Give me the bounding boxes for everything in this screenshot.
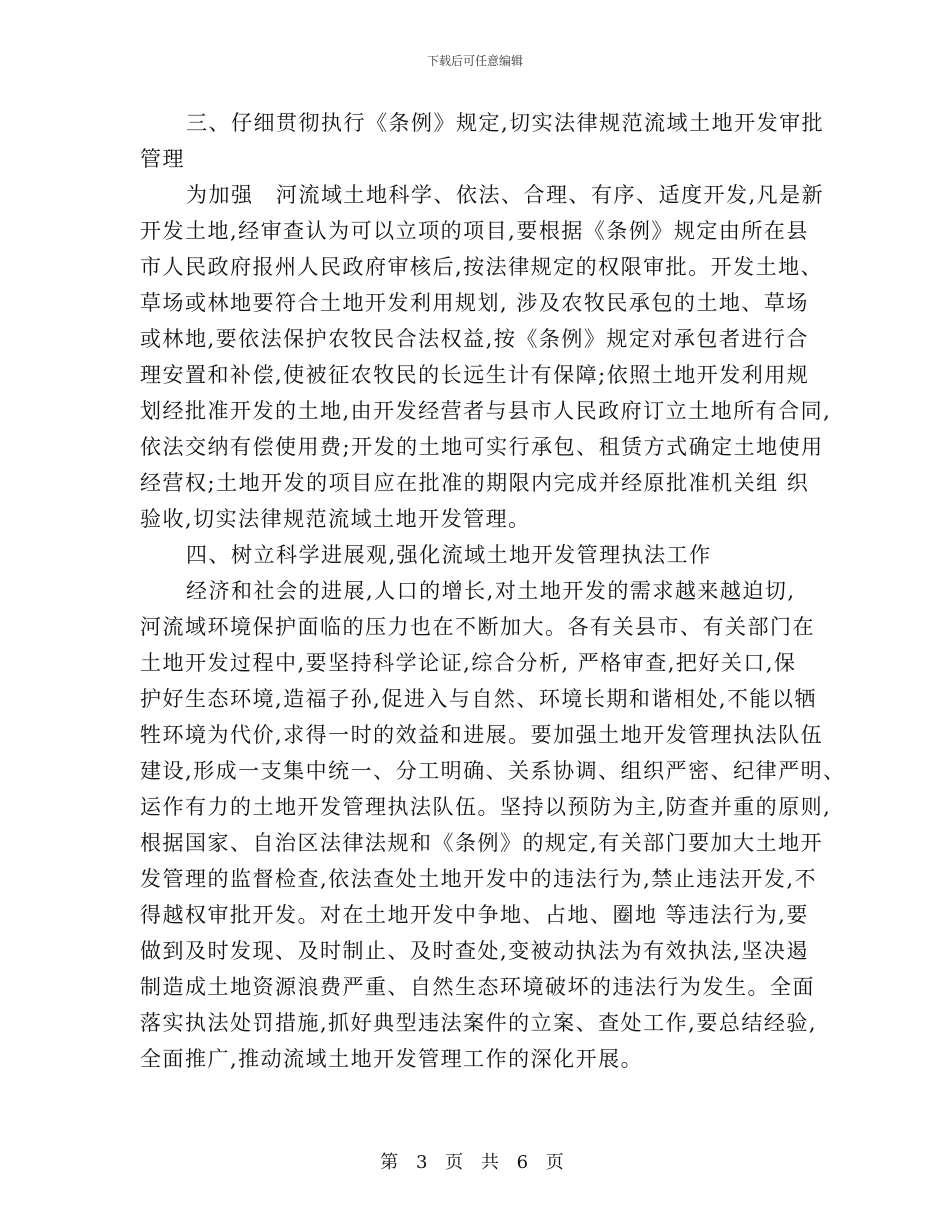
paragraph-line: 验收,切实法律规范流域土地开发管理。 — [140, 507, 531, 531]
paragraph-line: 市人民政府报州人民政府审核后,按法律规定的权限审批。开发土地、 — [140, 255, 824, 279]
paragraph-line: 依法交纳有偿使用费;开发的土地可实行承包、租赁方式确定土地使用 — [140, 435, 824, 459]
paragraph-line: 牲环境为代价,求得一时的效益和进展。要加强土地开发管理执法队伍 — [140, 723, 824, 747]
paragraph-line: 得越权审批开发。对在土地开发中争地、占地、圈地 等违法行为,要 — [140, 903, 809, 927]
paragraph-line: 经济和社会的进展,人口的增长,对土地开发的需求越来越迫切, — [186, 579, 796, 603]
paragraph-line: 全面推广,推动流域土地开发管理工作的深化开展。 — [140, 1047, 644, 1071]
section-heading-3-cont: 管理 — [140, 147, 185, 171]
paragraph-line: 开发土地,经审查认为可以立项的项目,要根据《条例》规定由所在县 — [140, 219, 809, 243]
page-number-footer: 第 3 页 共 6 页 — [380, 1152, 570, 1173]
paragraph-line: 为加强 河流域土地科学、依法、合理、有序、适度开发,凡是新 — [186, 183, 825, 207]
page-header: 下载后可任意编辑 — [426, 54, 523, 68]
paragraph-line: 制造成土地资源浪费严重、自然生态环境破坏的违法行为发生。全面 — [140, 975, 815, 999]
paragraph-line: 落实执法处罚措施,抓好典型违法案件的立案、查处工作,要总结经验, — [140, 1011, 818, 1035]
section-heading-4: 四、树立科学进展观,强化流域土地开发管理执法工作 — [186, 543, 712, 567]
section-heading-3: 三、仔细贯彻执行《条例》规定,切实法律规范流域土地开发审批 — [186, 111, 825, 135]
paragraph-line: 建设,形成一支集中统一、分工明确、关系协调、组织严密、纪律严明、 — [140, 759, 846, 783]
paragraph-line: 做到及时发现、及时制止、及时查处,变被动执法为有效执法,坚决遏 — [140, 939, 809, 963]
paragraph-line: 理安置和补偿,使被征农牧民的长远生计有保障;依照土地开发利用规 — [140, 363, 810, 387]
paragraph-line: 河流域环境保护面临的压力也在不断加大。各有关县市、有关部门在 — [140, 615, 815, 639]
paragraph-line: 护好生态环境,造福子孙,促进入与自然、环境长期和谐相处,不能以牺 — [140, 687, 818, 711]
paragraph-line: 或林地,要依法保护农牧民合法权益,按《条例》规定对承包者进行合 — [140, 327, 809, 351]
paragraph-line: 发管理的监督检查,依法查处土地开发中的违法行为,禁止违法开发,不 — [140, 867, 818, 891]
document-body — [140, 105, 846, 1077]
paragraph-line: 划经批准开发的土地,由开发经营者与县市人民政府订立土地所有合同, — [140, 399, 832, 423]
paragraph-line: 草场或林地要符合土地开发利用规划, 涉及农牧民承包的土地、草场 — [140, 291, 809, 315]
paragraph-line: 经营权;土地开发的项目应在批准的期限内完成并经原批准机关组 织 — [140, 471, 810, 495]
paragraph-line: 土地开发过程中,要坚持科学论证,综合分析, 严格审查,把好关口,保 — [140, 651, 797, 675]
paragraph-line: 根据国家、自治区法律法规和《条例》的规定,有关部门要加大土地开 — [140, 831, 824, 855]
paragraph-line: 运作有力的土地开发管理执法队伍。坚持以预防为主,防查并重的原则, — [140, 795, 832, 819]
